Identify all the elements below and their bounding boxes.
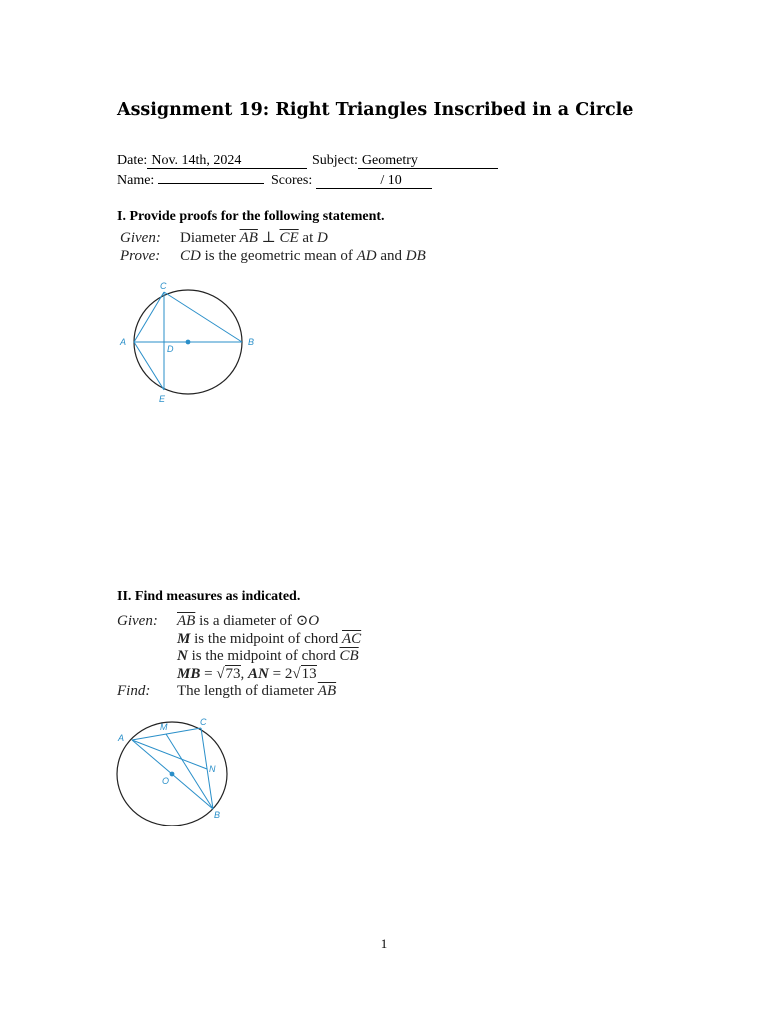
perp-symbol: ⊥	[257, 230, 280, 246]
prove-text: is the geometric mean of	[200, 247, 357, 264]
point-m: M	[177, 630, 191, 647]
circle-symbol: ⊙	[295, 613, 309, 629]
segment-ab: $\overline{AB}$	[317, 683, 337, 699]
label-a: A	[120, 337, 127, 347]
point-n: N	[177, 648, 188, 664]
label-m: M	[160, 722, 168, 732]
page-number: 1	[380, 936, 388, 951]
page-title: Assignment 19: Right Triangles Inscribed in a Circle	[117, 100, 634, 120]
prove-line	[120, 248, 426, 266]
scores-row	[271, 173, 432, 189]
segment-ad: AD	[356, 247, 377, 264]
label-e: E	[159, 394, 166, 404]
subject-field[interactable]: Geometry	[358, 154, 498, 169]
date-row	[117, 153, 307, 169]
given2-line4: MB = √73, AN = 2√13	[177, 665, 317, 682]
segment-ac	[134, 292, 164, 342]
find-line	[117, 683, 361, 701]
date-field[interactable]: Nov. 14th, 2024	[147, 154, 307, 169]
point-o: O	[308, 613, 320, 629]
find-text: The length of diameter	[177, 683, 318, 699]
label-b: B	[214, 810, 221, 820]
section1-heading: I. Provide proofs for the following statement.	[117, 209, 385, 224]
segment-cb: $\overline{CB}$	[339, 648, 359, 664]
given2-line1	[117, 613, 361, 631]
given-at: at	[298, 230, 317, 246]
segment-ae	[134, 342, 164, 390]
figure-1-diagram	[112, 278, 272, 406]
center-point	[170, 772, 175, 777]
radicand-13: 13	[301, 665, 317, 682]
segment-ac: $\overline{AC}$	[342, 630, 362, 647]
segment-an	[132, 740, 207, 769]
given2-label: Given:	[117, 613, 158, 629]
equals-1: =	[200, 665, 217, 682]
given2-text2: is the midpoint of chord	[190, 630, 342, 647]
segment-db: DB	[405, 247, 426, 264]
comma: ,	[240, 665, 249, 682]
scores-value: / 10	[380, 173, 402, 188]
segment-cb	[164, 292, 242, 342]
prove-and: and	[376, 247, 406, 264]
segment-cd: CD	[180, 247, 201, 264]
equals-2: = 2	[268, 665, 293, 682]
label-a: A	[118, 733, 125, 743]
segment-ab: $\overline{AB}$	[239, 230, 258, 246]
label-b: B	[248, 337, 255, 347]
section1-statement	[120, 230, 426, 265]
label-d: D	[167, 344, 174, 354]
segment-an: AN	[248, 665, 269, 682]
label-c: C	[160, 281, 167, 291]
prove-label: Prove:	[120, 247, 161, 264]
label-c: C	[200, 717, 207, 727]
section2-statement	[117, 613, 361, 701]
find-label: Find:	[117, 683, 151, 699]
segment-ab: $\overline{AB}$	[177, 613, 196, 629]
name-field[interactable]	[158, 183, 264, 184]
given-text: Diameter	[180, 230, 240, 246]
figure-2-diagram	[110, 714, 240, 826]
given-line	[120, 230, 426, 248]
given2-line2	[117, 631, 361, 649]
given2-text3: is the midpoint of chord	[187, 648, 340, 664]
subject-row	[312, 153, 498, 169]
segment-mb	[166, 734, 213, 809]
center-point	[186, 340, 191, 345]
name-label: Name:	[117, 173, 155, 188]
radicand-73: 73	[225, 665, 241, 682]
segment-ce: $\overline{CE}$	[279, 230, 299, 246]
given-label: Given:	[120, 230, 161, 246]
section2-heading: II. Find measures as indicated.	[117, 589, 301, 604]
scores-field[interactable]	[316, 174, 432, 189]
scores-label: Scores:	[271, 173, 313, 188]
name-row	[117, 173, 264, 189]
label-n: N	[209, 764, 216, 774]
point-d: D	[317, 230, 328, 246]
label-o: O	[162, 776, 170, 786]
date-label: Date:	[117, 153, 148, 168]
segment-mb: MB	[177, 665, 201, 682]
subject-label: Subject:	[312, 153, 358, 168]
given2-line3	[117, 648, 361, 666]
given2-text1: is a diameter of	[195, 613, 296, 629]
